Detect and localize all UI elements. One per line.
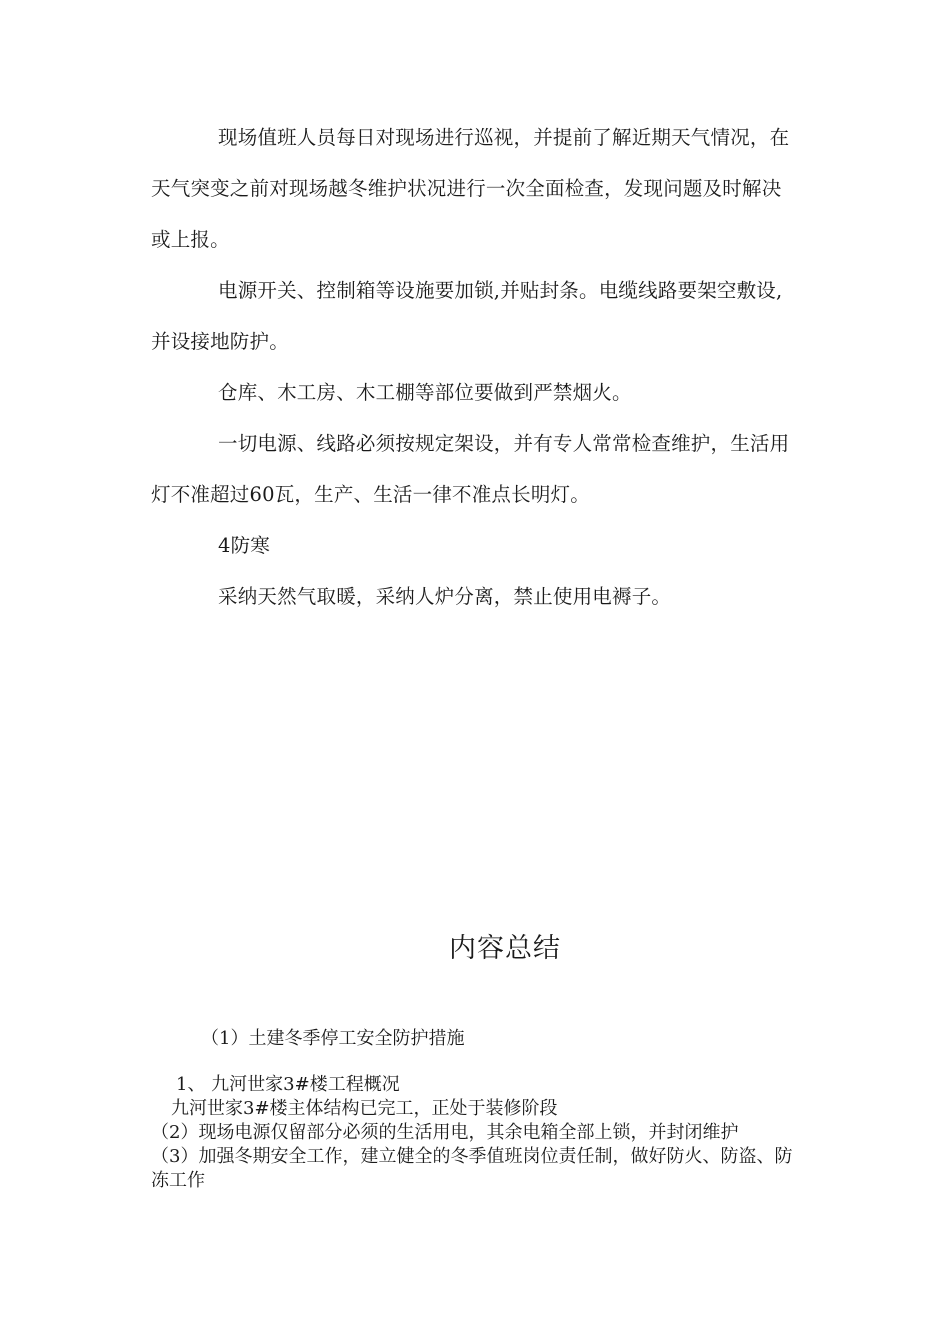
paragraph-power-lock: 电源开关、控制箱等设施要加锁,并贴封条。电缆线路要架空敷设,并设接地防护。 <box>151 279 783 353</box>
paragraph-wiring: 一切电源、线路必须按规定架设，并有专人常常检查维护，生活用灯不准超过60瓦，生产、生活一律不准点长明灯。 <box>151 432 790 506</box>
summary-item-1: （1）土建冬季停工安全防护措施 <box>201 1028 465 1049</box>
summary-block <box>151 1027 801 1193</box>
summary-title: 内容总结 <box>449 933 561 964</box>
summary-item-4: （2）现场电源仅留部分必须的生活用电，其余电箱全部上锁，并封闭维护 <box>151 1122 739 1143</box>
paragraph-fire-ban: 仓库、木工房、木工棚等部位要做到严禁烟火。 <box>218 381 632 404</box>
summary-item-2: 1、 九河世家3#楼工程概况 <box>176 1074 400 1095</box>
paragraph-heating: 采纳天然气取暖，采纳人炉分离，禁止使用电褥子。 <box>218 585 672 608</box>
heading-cold-protection: 4防寒 <box>218 534 271 557</box>
summary-item-3: 九河世家3#楼主体结构已完工，正处于装修阶段 <box>171 1098 558 1119</box>
body-text <box>151 112 801 622</box>
summary-item-5: （3）加强冬期安全工作，建立健全的冬季值班岗位责任制，做好防火、防盗、防冻工作 <box>151 1146 793 1191</box>
paragraph-patrol: 现场值班人员每日对现场进行巡视，并提前了解近期天气情况，在天气突变之前对现场越冬维护状况进行一次全面检查，发现问题及时解决或上报。 <box>151 126 790 251</box>
